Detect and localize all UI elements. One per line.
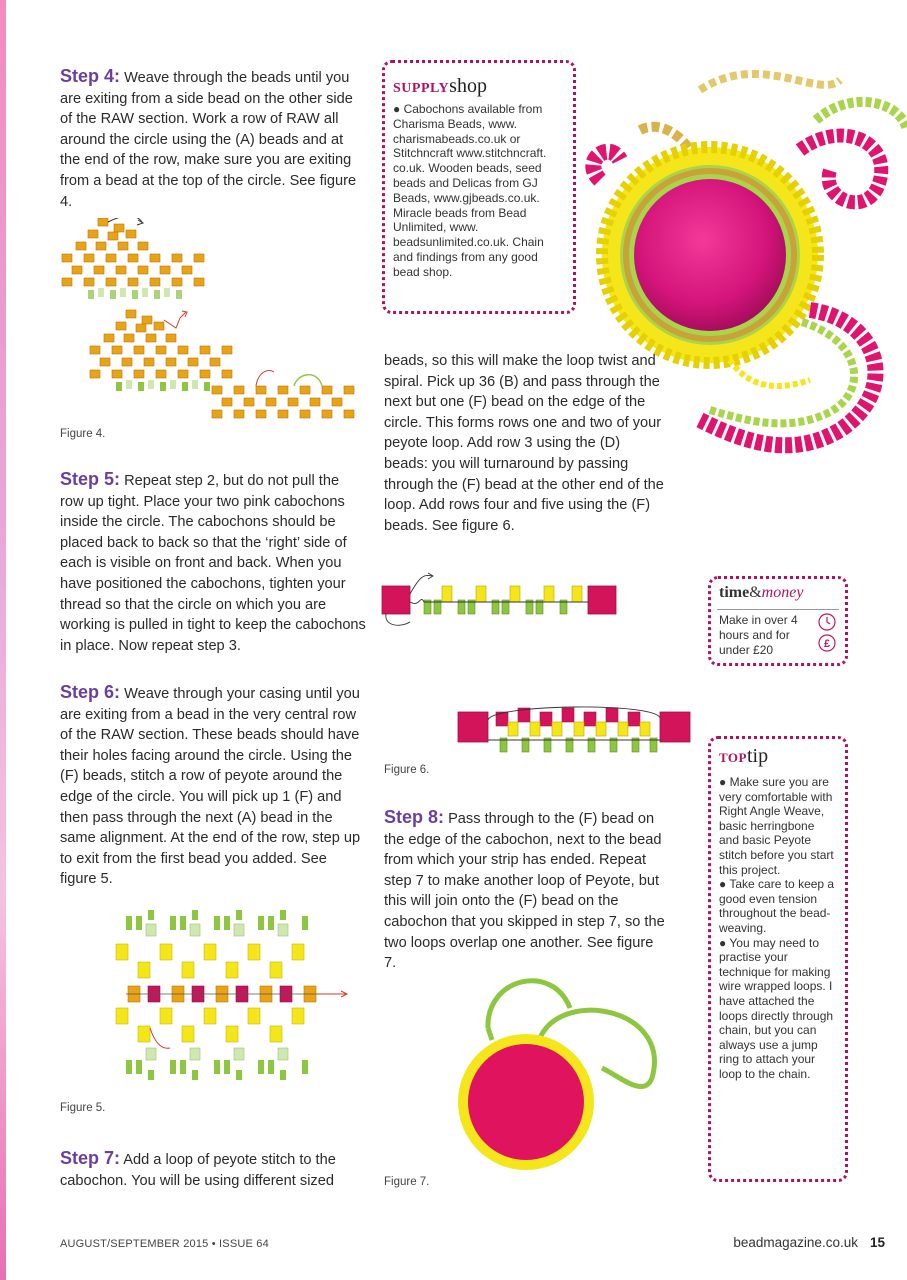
top-tip-item: ● Make sure you are very comfortable with Right Angle Weave, basic herringbone and basic Peyote stitch before you start this project. (719, 775, 834, 877)
supply-shop-text: ● Cabochons available from Charisma Beads, www. charismabeads.co.uk or Stitchncraft www.stitchncraft. co.uk. Wooden beads, seed beads and Delicas from GJ Beads, www.gjbeads.co.uk. Miracle beads from Bead Unlimited, www. beadsunlimited.co.uk. Chain and findings from any good bead shop. (393, 102, 547, 279)
supply-shop-title (385, 75, 573, 100)
supply-title-a: SUPPLY (393, 81, 450, 96)
top-tip-item: ● You may need to practise your technique for making wire wrapped loops. I have attached the loops directly through chain, but you can always use a jump ring to attach your loop to the chain. (719, 935, 834, 1081)
step-7-paragraph (60, 1148, 366, 1191)
step-4-paragraph (60, 66, 366, 212)
step-7-text: Add a loop of peyote stitch to the cabochon. You will be using different sized (60, 1152, 336, 1189)
step-7-continued-paragraph: beads, so this will make the loop twist and spiral. Pick up 36 (B) and pass through the next but one (F) bead on the edge of the circle. This forms rows one and two of your peyote loop. Add row 3 using the (D) beads: you will turnaround by passing through the (F) bead at the other end of the loop. Add rows four and five using the (F) beads. See figure 6. (384, 353, 664, 534)
page-number: 15 (869, 1235, 885, 1250)
figure-5-bottom-green (126, 1048, 308, 1080)
step-4-label: Step 4: (60, 66, 121, 86)
figure-4-diagram (58, 218, 368, 440)
figure-6-diagram-top (380, 572, 620, 632)
step-8-label: Step 8: (384, 807, 445, 827)
step-6-paragraph (60, 682, 366, 890)
figure-4-panel-c (212, 371, 354, 418)
step-5-label: Step 5: (60, 469, 121, 489)
step-6-label: Step 6: (60, 682, 121, 702)
time-money-box (708, 576, 848, 666)
step-5-paragraph (60, 469, 366, 656)
clock-and-pound-icon (817, 613, 837, 653)
time-money-title-a: time (719, 584, 750, 601)
time-money-divider (717, 609, 839, 610)
figure-4-panel-a (62, 218, 204, 299)
figure-5-top-green (126, 910, 308, 936)
footer-right (733, 1235, 885, 1250)
top-tip-box (708, 736, 848, 1182)
top-tip-title (711, 739, 845, 771)
top-tip-title-a: TOP (719, 750, 747, 765)
time-money-amp: & (749, 584, 762, 601)
step-8-text: Pass through to the (F) bead on the edge of the cabochon, next to the bead from which your strip has ended. Repeat step 7 to make another loop of Peyote, but this will join onto the (F) bead on the cabochon that you skipped in step 7, so the two loops overlap one another. See figure 7. (384, 811, 665, 972)
step-7-label: Step 7: (60, 1148, 121, 1168)
figure-5-caption: Figure 5. (60, 1102, 106, 1114)
figure-6-diagram-bottom (456, 700, 696, 762)
figure-7-caption: Figure 7. (384, 1176, 430, 1188)
svg-text:£: £ (823, 638, 831, 650)
figure-4-panel-b (90, 310, 232, 391)
step-6-text: Weave through your casing until you are exiting from a bead in the very central row of the RAW section. These beads should have their holes facing around the circle. Using the (F) beads, stitch a row of peyote around the edge of the circle. You will pick up 1 (F) and then pass through the next (A) bead in the same alignment. At the end of the row, step up to exit from the first bead you added. See figure 5. (60, 686, 361, 888)
footer-issue: AUGUST/SEPTEMBER 2015 • ISSUE 64 (60, 1238, 269, 1250)
time-money-title-b: money (761, 584, 804, 601)
figure-7-diagram (452, 968, 664, 1174)
step-5-text: Repeat step 2, but do not pull the row up tight. Place your two pink cabochons inside the circle. The cabochons should be placed back to back so that the ‘right’ side of each is visible on front and back. When you have positioned the cabochons, tighten your thread so that the circle on which you are working is pulled in tight to keep the cabochons in place. Now repeat step 3. (60, 473, 366, 654)
footer-site: beadmagazine.co.uk (733, 1235, 858, 1250)
figure-6-caption: Figure 6. (384, 764, 430, 776)
page-edge-strip (0, 0, 6, 1280)
supply-title-b: shop (449, 75, 487, 97)
top-tip-item: ● Take care to keep a good even tension throughout the bead-weaving. (719, 877, 835, 935)
top-tip-title-b: tip (747, 745, 769, 767)
step-4-text: Weave through the beads until you are exiting from a side bead on the other side of the RAW section. Work a row of RAW all around the circle using the (A) beads and at the end of the row, make sure you are exiting from a bead at the top of the circle. See figure 4. (60, 70, 357, 210)
figure-5-yellow-beads (116, 944, 304, 1042)
figure-5-diagram (100, 910, 360, 1090)
time-money-title (711, 579, 845, 603)
top-tip-list (711, 771, 845, 1081)
step-8-paragraph (384, 807, 666, 974)
supply-shop-box (382, 60, 576, 314)
figure-4-caption: Figure 4. (60, 428, 106, 440)
time-money-text: Make in over 4 hours and for under £20 (719, 613, 798, 657)
